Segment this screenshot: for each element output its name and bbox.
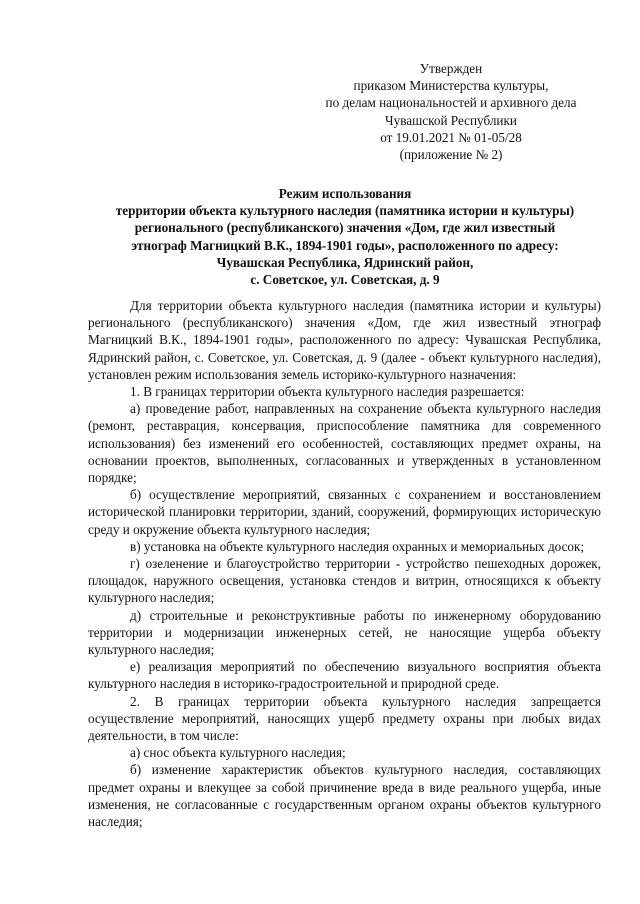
title-line: регионального (республиканского) значения «Дом, где жил известный	[134, 220, 556, 236]
section-1-item-d: д) строительные и реконструктивные работы по инженерному оборудованию территории и модернизации инженерных сетей, не наносящие ущерба объекту культурного наследия;	[88, 607, 601, 658]
title-line: территории объекта культурного наследия (памятника истории и культуры)	[115, 203, 575, 219]
section-1-item-e: е) реализация мероприятий по обеспечению визуального восприятия объекта культурного наследия в историко-градостроительной и природной среде.	[88, 659, 601, 692]
approval-block	[300, 60, 602, 163]
document-body	[88, 297, 601, 830]
title-line: этнограф Магницкий В.К., 1894-1901 годы», расположенного по адресу:	[131, 237, 559, 253]
section-2-heading: 2. В границах территории объекта культурного наследия запрещается осуществление мероприятий, наносящих ущерб предмету охраны при любых видах деятельности, в том числе:	[88, 693, 601, 744]
approval-line: (приложение № 2)	[399, 147, 503, 163]
section-2-item-b: б) изменение характеристик объектов культурного наследия, составляющих предмет охраны и влекущее за собой причинение вреда в виде реального ущерба, иные изменения, не согласованные с государственным органом охраны объектов культурного наследия;	[88, 762, 601, 830]
approval-line: Утвержден	[419, 61, 483, 76]
approval-line: по делам национальностей и архивного дела	[325, 95, 577, 111]
section-1-item-b: б) осуществление мероприятий, связанных с сохранением и восстановлением исторической планировки территории, зданий, сооружений, формирующих историческую среду и окружение объекта культурного наследия;	[88, 487, 601, 537]
section-1-item-v: в) установка на объекте культурного наследия охранных и мемориальных досок;	[130, 538, 585, 554]
title-line: Режим использования	[278, 186, 412, 201]
section-2-item-a: а) снос объекта культурного наследия;	[130, 745, 346, 761]
approval-line: Чувашской Республики	[385, 112, 517, 128]
approval-line: приказом Министерства культуры,	[353, 78, 549, 94]
section-1-item-g: г) озеленение и благоустройство территории - устройство пешеходных дорожек, площадок, наружного освещения, установка стендов и витрин, относящихся к объекту культурного наследия;	[88, 556, 601, 606]
title-line: Чувашская Республика, Ядринский район,	[216, 254, 474, 270]
title-line: с. Советское, ул. Советская, д. 9	[250, 272, 440, 288]
intro-paragraph: Для территории объекта культурного наследия (памятника истории и культуры) регионального (республиканского) значения «Дом, где жил известный этнограф Магницкий В.К., 1894-1901 годы», расположенного по адресу: Чувашская Республика, Ядринский район, с. Советское, ул. Советская, д. 9 (далее - объект культурного наследия), установлен режим использования земель историко-культурного назначения:	[88, 298, 601, 382]
document-title	[88, 185, 602, 288]
section-1-heading: 1. В границах территории объекта культурного наследия разрешается:	[130, 384, 525, 400]
section-1-item-a: а) проведение работ, направленных на сохранение объекта культурного наследия (ремонт, реставрация, консервация, приспособление памятника для современного использования) без изменений его особенностей, составляющих предмет охраны, на основании проектов, выполненных, согласованных и утвержденных в установленном порядке;	[88, 401, 601, 486]
approval-line: от 19.01.2021 № 01-05/28	[380, 129, 522, 145]
